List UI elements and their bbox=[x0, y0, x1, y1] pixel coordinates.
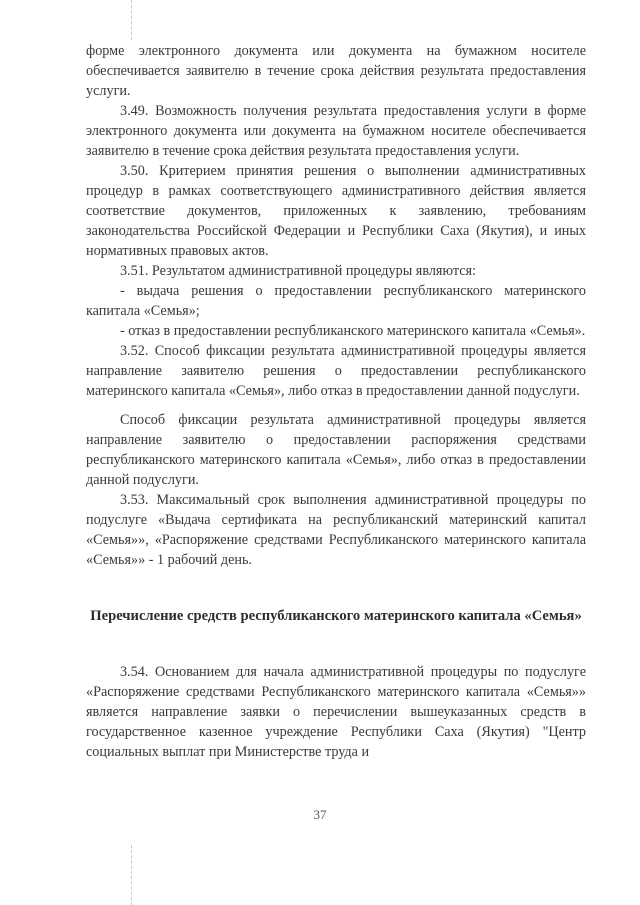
paragraph-3-51: 3.51. Результатом административной процедуры являются: bbox=[120, 263, 476, 279]
binder-margin-line-top bbox=[131, 0, 132, 40]
paragraph-3-53: 3.53. Максимальный срок выполнения административной процедуры по подуслуге «Выдача сертификата на республиканский материнский капитал «Семья»», «Распоряжение средствами Республиканского материнского капитала «Семья»» - 1 рабочий день. bbox=[86, 492, 586, 568]
paragraph-3-49: 3.49. Возможность получения результата предоставления услуги в форме электронного документа или документа на бумажном носителе обеспечивается заявителю в течение срока действия результата предоставления услуги. bbox=[86, 103, 586, 159]
list-item-refusal: - отказ в предоставлении республиканского материнского капитала «Семья». bbox=[120, 323, 586, 339]
paragraph-fixation-method: Способ фиксации результата административной процедуры является направление заявителю о предоставлении распоряжения средствами республиканского материнского капитала «Семья», либо отказ в предоставлении данной подуслуги. bbox=[86, 412, 586, 488]
document-body bbox=[86, 41, 586, 762]
list-item-decision-issued: - выдача решения о предоставлении республиканского материнского капитала «Семья»; bbox=[86, 283, 586, 319]
page-number: 37 bbox=[313, 807, 327, 822]
paragraph-3-50: 3.50. Критерием принятия решения о выполнении административных процедур в рамках соответствующего административного действия является соответствие документов, приложенных к заявлению, требованиям законодательства Российской Федерации и Республики Саха (Якутия), и иных нормативных правовых актов. bbox=[86, 163, 586, 259]
paragraph-3-52: 3.52. Способ фиксации результата административной процедуры является направление заявителю решения о предоставлении республиканского материнского капитала «Семья», либо отказ в предоставлении данной подуслуги. bbox=[86, 343, 586, 399]
section-heading: Перечисление средств республиканского материнского капитала «Семья» bbox=[90, 608, 582, 624]
binder-margin-line-bottom bbox=[131, 845, 132, 905]
paragraph-3-54: 3.54. Основанием для начала административной процедуры по подуслуге «Распоряжение средствами Республиканского материнского капитала «Семья»» является направление заявки о перечислении вышеуказанных средств в государственное казенное учреждение Республики Саха (Якутия) "Центр социальных выплат при Министерстве труда и bbox=[86, 664, 586, 760]
paragraph-continuation: форме электронного документа или документа на бумажном носителе обеспечивается заявителю в течение срока действия результата предоставления услуги. bbox=[86, 43, 586, 99]
